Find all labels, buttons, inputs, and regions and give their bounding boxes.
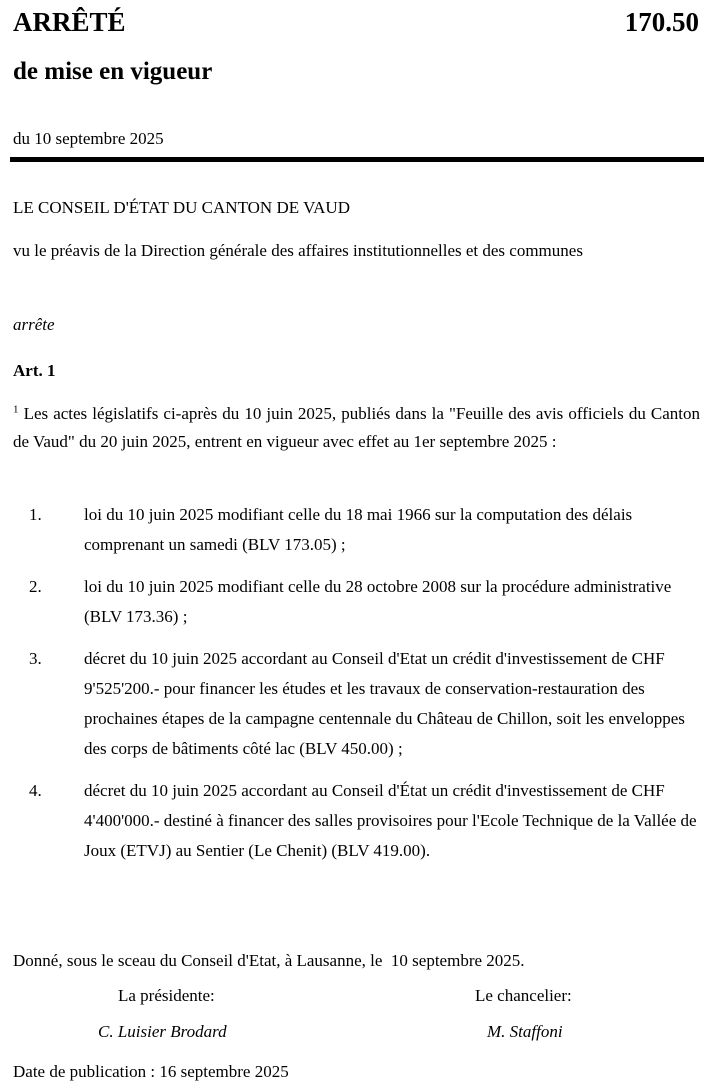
list-item-number: 2. bbox=[29, 577, 42, 596]
article-intro bbox=[13, 400, 700, 456]
article-heading: Art. 1 bbox=[13, 361, 56, 380]
list-item-number: 4. bbox=[29, 781, 42, 800]
list-item-text: loi du 10 juin 2025 modifiant celle du 18 mai 1966 sur la computation des délais comprenant un samedi (BLV 173.05) ; bbox=[84, 505, 633, 554]
list-item-text: décret du 10 juin 2025 accordant au Conseil d'Etat un crédit d'investissement de CHF 9'525'200.- pour financer les études et les travaux de conservation-restauration des prochaines étapes de la campagne centennale du Château de Chillon, soit les enveloppes des corps de bâtiments côté lac (BLV 450.00) ; bbox=[84, 649, 685, 758]
list-item bbox=[13, 644, 700, 764]
article-intro-text: Les actes législatifs ci-après du 10 juin 2025, publiés dans la "Feuille des avis officiels du Canton de Vaud" du 20 juin 2025, entrent en vigueur avec effet au 1er septembre 2025 : bbox=[13, 404, 701, 451]
list-item-text: loi du 10 juin 2025 modifiant celle du 28 octobre 2008 sur la procédure administrative (BLV 173.36) ; bbox=[84, 577, 672, 626]
chancellor-signature: M. Staffoni bbox=[487, 1022, 563, 1041]
list-item-text: décret du 10 juin 2025 accordant au Conseil d'État un crédit d'investissement de CHF 4'400'000.- destiné à financer des salles provisoires pour l'Ecole Technique de la Vallée de Joux (ETVJ) au Sentier (Le Chenit) (BLV 419.00). bbox=[84, 781, 697, 860]
publication-date: Date de publication : 16 septembre 2025 bbox=[13, 1062, 289, 1081]
preamble-text: vu le préavis de la Direction générale des affaires institutionnelles et des communes bbox=[13, 241, 583, 260]
list-item bbox=[13, 572, 700, 632]
list-item bbox=[13, 776, 700, 866]
document-number: 170.50 bbox=[624, 7, 699, 37]
chancellor-label: Le chancelier: bbox=[475, 986, 572, 1005]
signoff-text: Donné, sous le sceau du Conseil d'Etat, à Lausanne, le 10 septembre 2025. bbox=[13, 951, 525, 970]
list-item-number: 1. bbox=[29, 505, 42, 524]
list-item-number: 3. bbox=[29, 649, 42, 668]
list-item bbox=[13, 500, 700, 560]
paragraph-number: 1 bbox=[13, 403, 19, 416]
header-divider bbox=[10, 157, 704, 162]
document-title: ARRÊTÉ bbox=[13, 7, 126, 37]
council-heading: LE CONSEIL D'ÉTAT DU CANTON DE VAUD bbox=[13, 198, 350, 217]
president-label: La présidente: bbox=[118, 986, 215, 1005]
president-signature: C. Luisier Brodard bbox=[98, 1022, 227, 1041]
acts-list bbox=[13, 500, 700, 866]
decree-word: arrête bbox=[13, 315, 55, 334]
document-date: du 10 septembre 2025 bbox=[13, 129, 164, 148]
document-subtitle: de mise en vigueur bbox=[13, 58, 213, 85]
